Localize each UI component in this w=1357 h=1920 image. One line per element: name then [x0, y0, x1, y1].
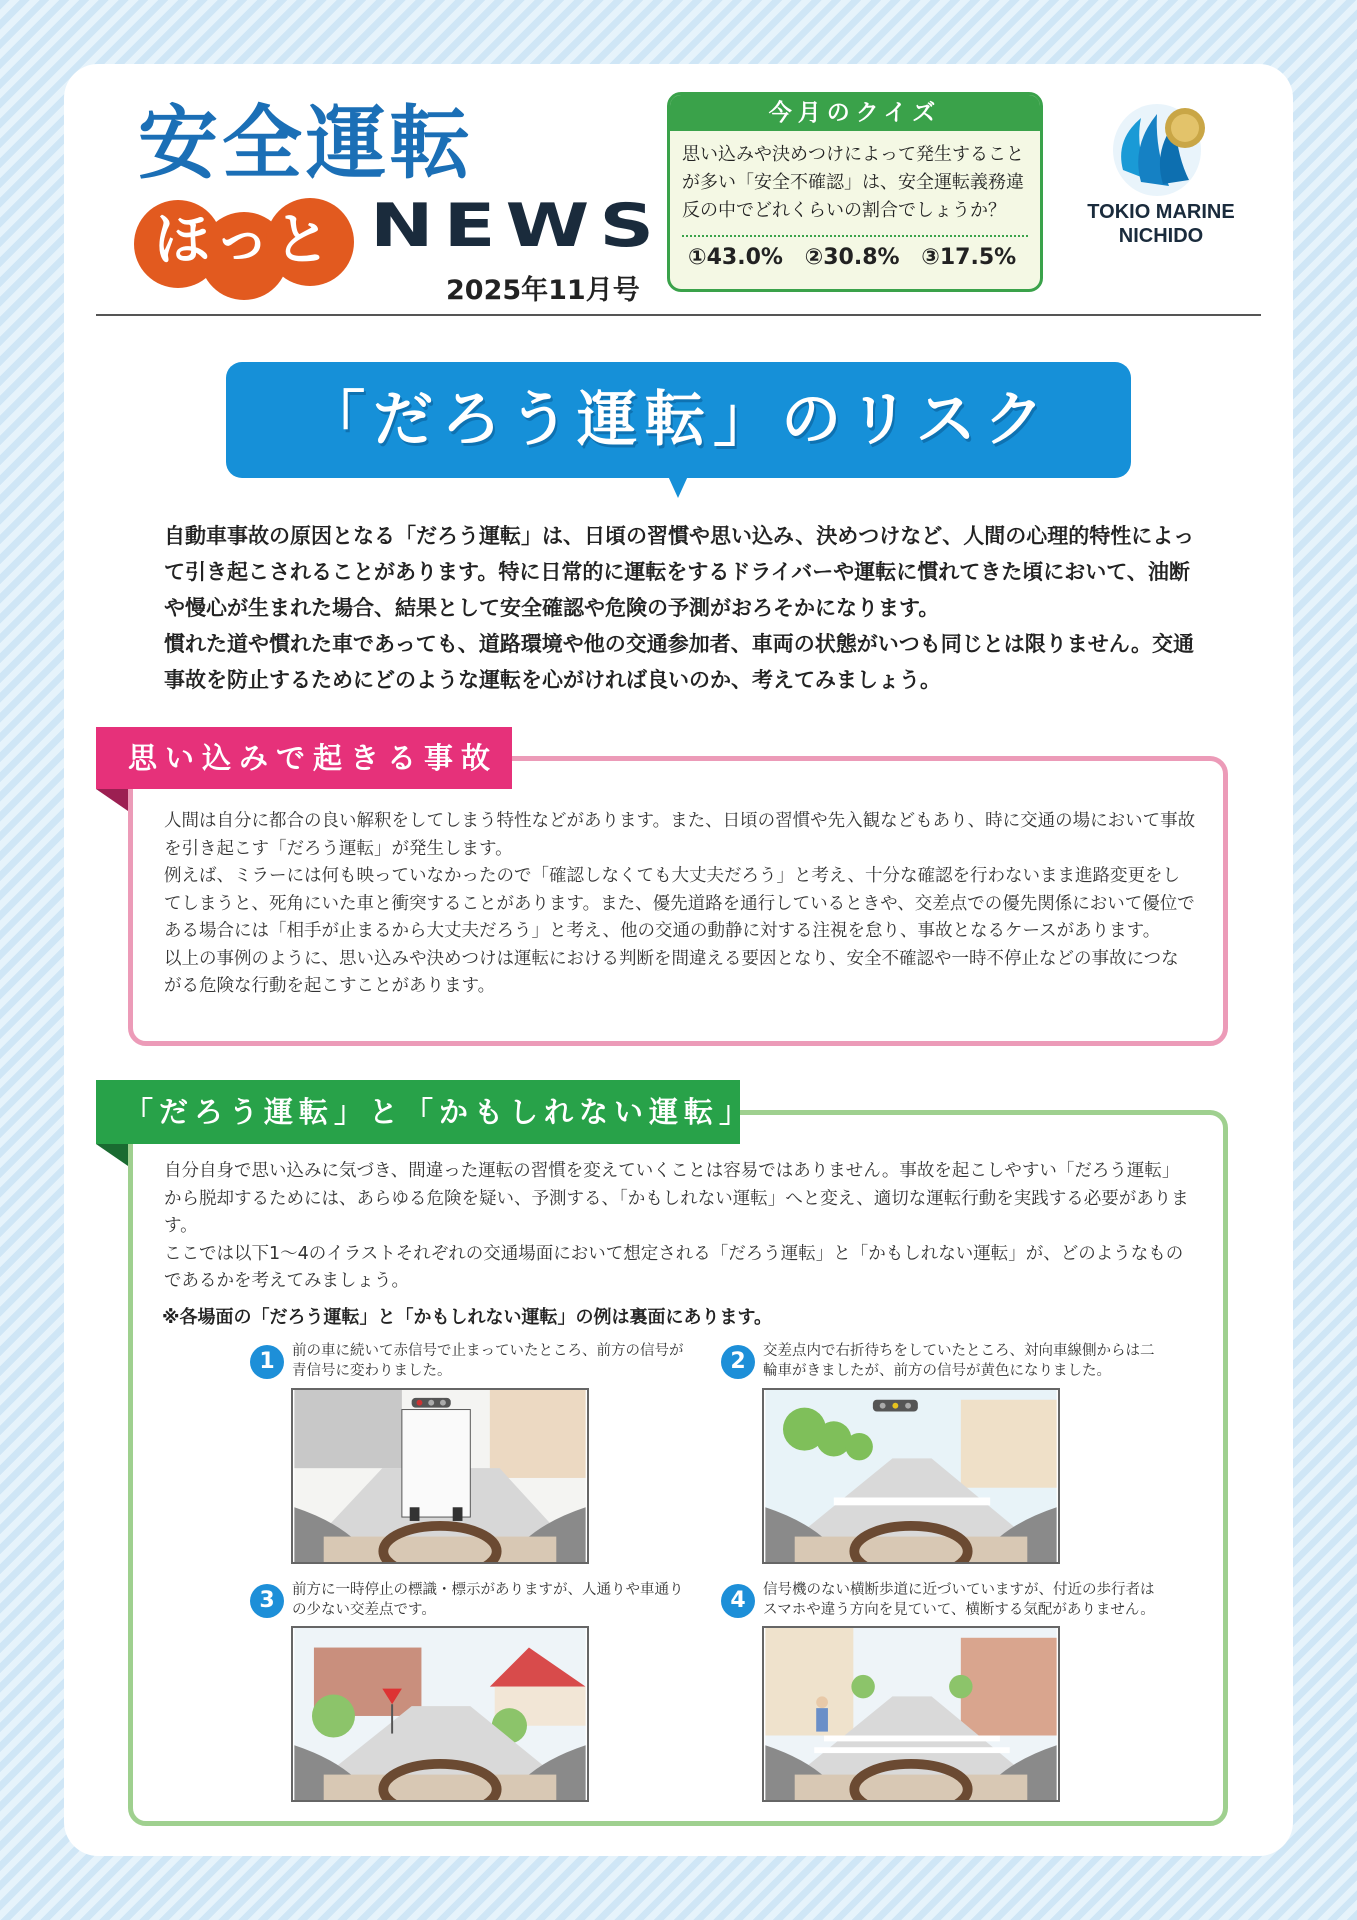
scene-1-number: 1 — [250, 1345, 284, 1379]
quiz-options — [670, 237, 1040, 270]
tokio-marine-logo-icon — [1105, 100, 1215, 200]
hotto-text: ほっと — [154, 208, 334, 273]
intro-text — [164, 518, 1204, 698]
scene-4-number: 4 — [721, 1584, 755, 1618]
section2-body — [164, 1158, 1196, 1296]
brand-name — [1066, 200, 1256, 248]
scene-4-caption: 信号機のない横断歩道に近づいていますが、付近の歩行者はスマホや違う方向を見ていて、横断する気配がありません。 — [763, 1582, 1155, 1618]
scene-3-caption: 前方に一時停止の標識・標示がありますが、人通りや車通りの少ない交差点です。 — [292, 1582, 684, 1618]
newsletter-title: 安全運転 — [138, 97, 474, 190]
section2-note: ※各場面の「だろう運転」と「かもしれない運転」の例は裏面にあります。 — [162, 1307, 773, 1328]
intro-paragraph-1: 自動車事故の原因となる「だろう運転」は、日頃の習慣や思い込み、決めつけなど、人間の心理的特性によって引き起こされることがあります。特に日常的に運転をするドライバーや運転に慣れてきた頃において、油断や慢心が生まれた場合、結果として安全確認や危険の予測がおろそかになります。 — [164, 524, 1195, 620]
header-divider — [96, 314, 1261, 316]
banner-title: 「だろう運転」のリスク — [305, 385, 1052, 455]
quiz-option-1: ①43.0% — [688, 245, 783, 270]
section1-paragraph-2: 例えば、ミラーには何も映っていなかったので「確認しなくても大丈夫だろう」と考え、十分な確認を行わないまま進路変更をしてしまうと、死角にいた車と衝突することがあります。また、優先道路を通行しているときや、交差点での優先関係において優位である場合には「相手が止まるから大丈夫だろう」と考え、他の交通の動静に対する注視を怠り、事故となるケースがあります。 — [164, 866, 1195, 941]
news-wordmark: NEWS — [370, 190, 665, 260]
section1-tab-fold — [96, 789, 128, 811]
brand-line-2: NICHIDO — [1118, 225, 1204, 247]
quiz-question: 思い込みや決めつけによって発生することが多い「安全不確認」は、安全運転義務違反の中でどれくらいの割合でしょうか？ — [682, 144, 1024, 221]
quiz-option-2: ②30.8% — [804, 245, 900, 270]
scene-4-illustration — [762, 1626, 1060, 1802]
section2-paragraph-1: 自分自身で思い込みに気づき、間違った運転の習慣を変えていくことは容易ではありません。事故を起こしやすい「だろう運転」から脱却するためには、あらゆる危険を疑い、予測する、「かもしれない運転」へと変え、適切な運転行動を実践する必要があります。 — [164, 1161, 1189, 1236]
intro-paragraph-2: 慣れた道や慣れた車であっても、道路環境や他の交通参加者、車両の状態がいつも同じとは限りません。交通事故を防止するためにどのような運転を心がければ良いのか、考えてみましょう。 — [164, 632, 1195, 692]
quiz-option-3: ③17.5% — [921, 245, 1017, 270]
banner-pointer — [668, 476, 688, 498]
scene-2-number: 2 — [721, 1345, 755, 1379]
scene-2-caption: 交差点内で右折待ちをしていたところ、対向車線側からは二輪車がきましたが、前方の信号が黄色になりました。 — [763, 1343, 1155, 1379]
quiz-heading: 今月のクイズ — [670, 95, 1040, 131]
monthly-quiz — [667, 92, 1043, 292]
issue-date: 2025年11月号 — [446, 275, 640, 306]
scene-3-number: 3 — [250, 1584, 284, 1618]
section1-paragraph-1: 人間は自分に都合の良い解釈をしてしまう特性などがあります。また、日頃の習慣や先入観などもあり、時に交通の場において事故を引き起こす「だろう運転」が発生します。 — [164, 811, 1196, 859]
brand-line-1: TOKIO MARINE — [1087, 201, 1235, 223]
scene-3-illustration — [291, 1626, 589, 1802]
scene-1-illustration — [291, 1388, 589, 1564]
section1-body — [164, 808, 1196, 1001]
scene-2-illustration — [762, 1388, 1060, 1564]
scene-1-caption: 前の車に続いて赤信号で止まっていたところ、前方の信号が青信号に変わりました。 — [292, 1343, 684, 1379]
section2-heading: 「だろう運転」と「かもしれない運転」 — [96, 1080, 740, 1144]
section2-paragraph-2: ここでは以下1～4のイラストそれぞれの交通場面において想定される「だろう運転」と「かもしれない運転」が、どのようなものであるかを考えてみましょう。 — [164, 1243, 1184, 1291]
section2-tab-fold — [96, 1144, 128, 1166]
section1-heading: 思い込みで起きる事故 — [96, 727, 512, 789]
section1-paragraph-3: 以上の事例のように、思い込みや決めつけは運転における判断を間違える要因となり、安全不確認や一時不停止などの事故につながる危険な行動を起こすことがあります。 — [164, 948, 1179, 996]
hotto-badge — [134, 198, 354, 290]
